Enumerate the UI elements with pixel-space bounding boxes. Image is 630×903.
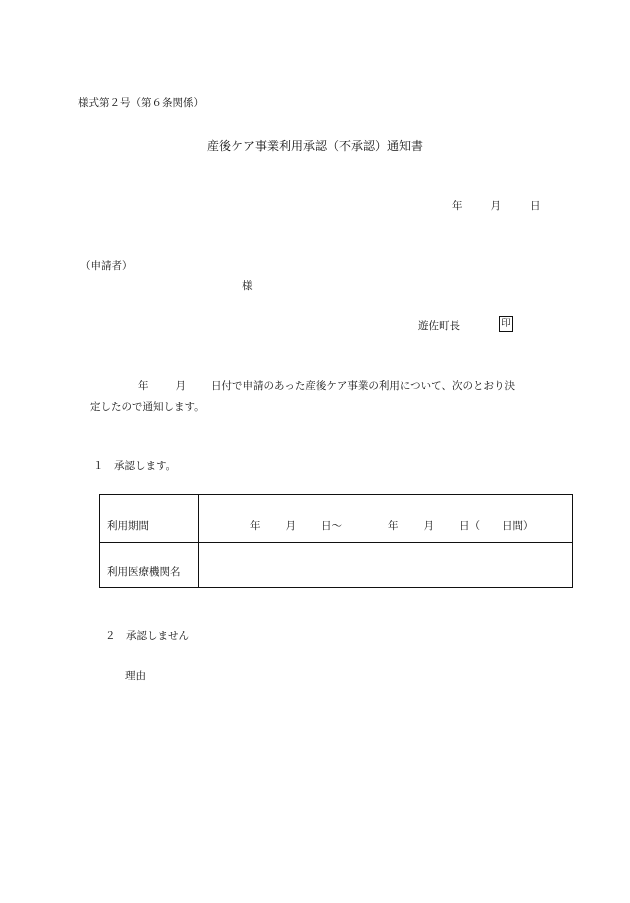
period-year2: 年: [388, 520, 399, 532]
item-approve: １ 承認します。: [93, 460, 177, 472]
facility-value: [199, 543, 573, 588]
date-day: 日: [530, 200, 541, 212]
applicant-label: （申請者）: [80, 260, 133, 272]
reason-label: 理由: [125, 670, 146, 682]
body-month: 月: [175, 380, 186, 392]
document-title: 産後ケア事業利用承認（不承認）通知書: [206, 139, 423, 153]
date-month: 月: [490, 200, 501, 212]
facility-label: 利用医療機関名: [100, 543, 199, 588]
issuer-name: 遊佐町長: [418, 320, 460, 332]
seal-box: 印: [499, 316, 513, 332]
issue-date: [452, 198, 541, 213]
item-not-approve: ２ 承認しません: [105, 630, 189, 642]
date-year: 年: [452, 200, 463, 212]
approval-details-table: [99, 494, 573, 588]
period-day2: 日（: [459, 520, 480, 532]
period-month2: 月: [423, 520, 434, 532]
period-day1: 日～: [321, 520, 342, 532]
form-number: 様式第２号（第６条関係）: [78, 97, 204, 109]
body-rest: 日付で申請のあった産後ケア事業の利用について、次のとおり決: [211, 380, 515, 392]
period-label: 利用期間: [100, 495, 199, 543]
body-text-line1: [138, 378, 515, 393]
body-text-line2: 定したので通知します。: [90, 401, 205, 413]
table-row-period: [100, 495, 573, 543]
period-value: [199, 495, 573, 543]
table-row-facility: [100, 543, 573, 588]
honorific-sama: 様: [242, 280, 253, 292]
period-month1: 月: [285, 520, 296, 532]
body-year: 年: [138, 380, 149, 392]
period-days: 日間）: [502, 520, 534, 532]
period-year1: 年: [250, 520, 261, 532]
